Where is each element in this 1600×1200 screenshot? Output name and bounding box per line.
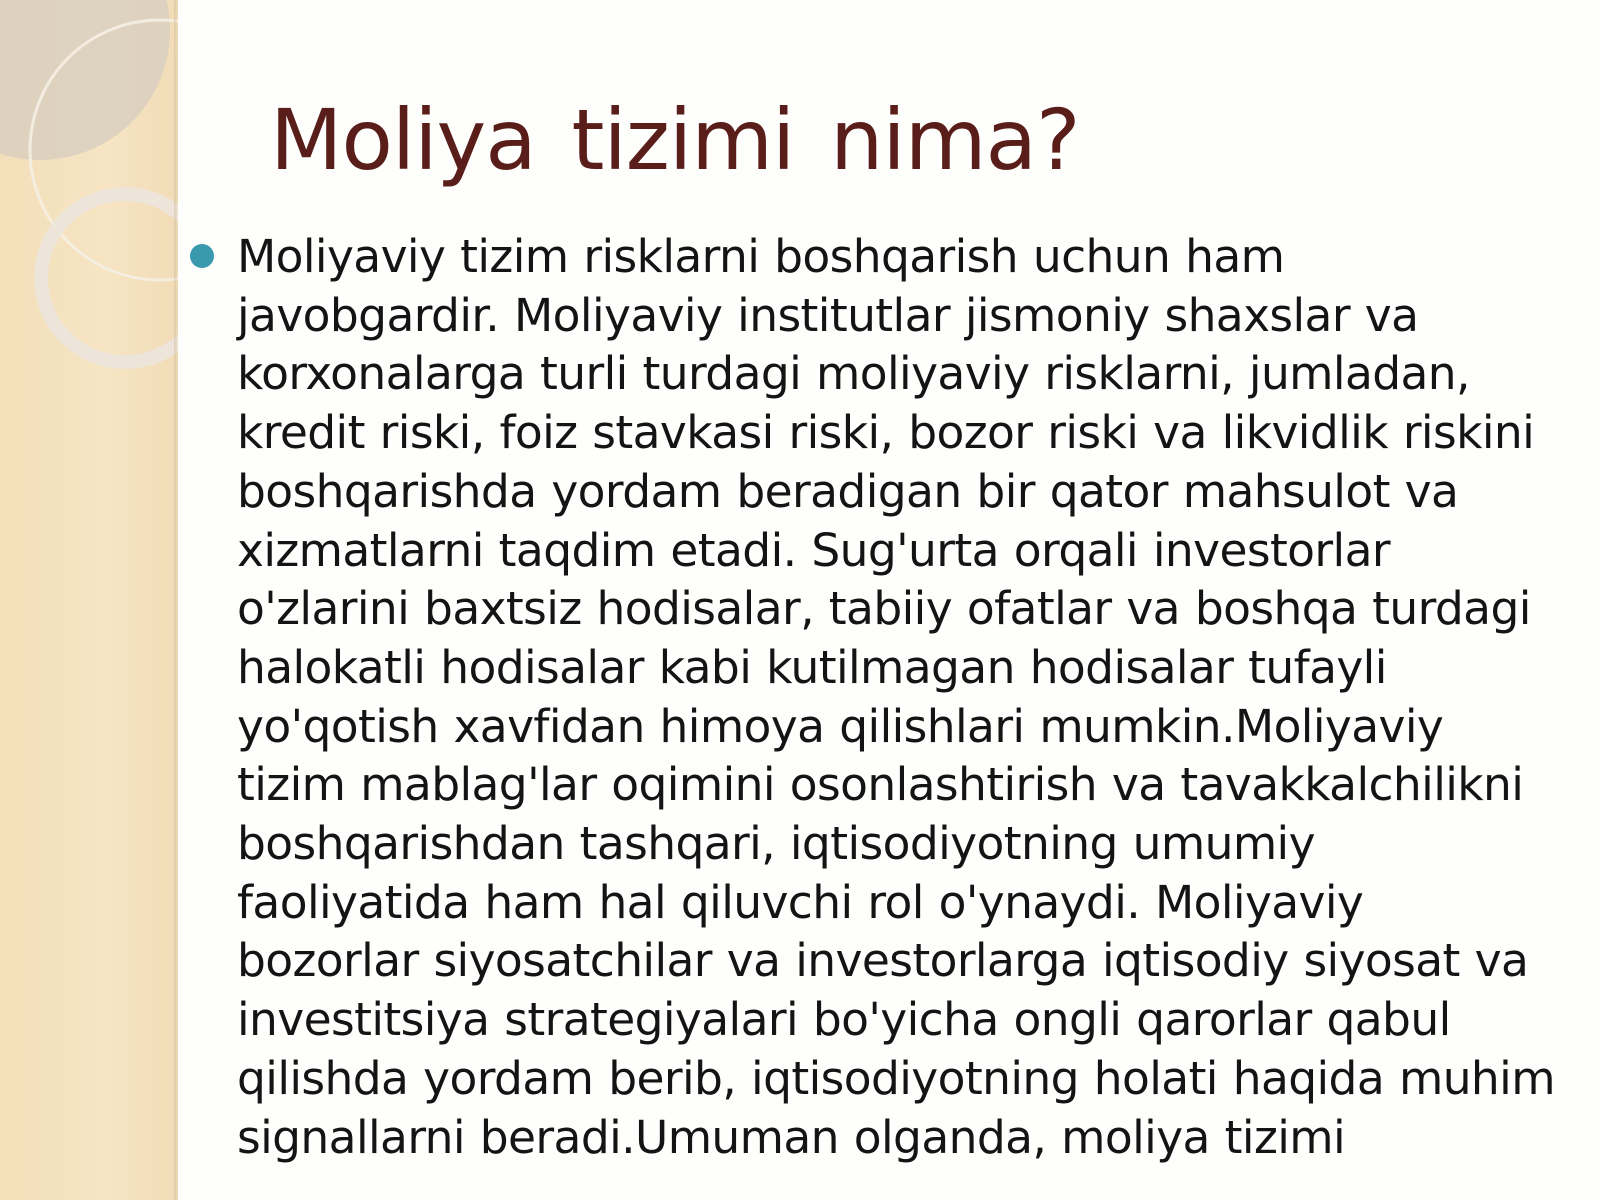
bullet-text: Moliyaviy tizim risklarni boshqarish uchun ham javobgardir. Moliyaviy institutlar jismoniy shaxslar va korxonalarga turli turdagi moliyaviy risklarni, jumladan, kredit riski, foiz stavkasi riski, bozor riski va likvidlik riskini boshqarishda yordam beradigan bir qator mahsulot va xizmatlarni taqdim etadi. Sug'urta orqali investorlar o'zlarini baxtsiz hodisalar, tabiiy ofatlar va boshqa turdagi halokatli hodisalar kabi kutilmagan hodisalar tufayli yo'qotish xavfidan himoya qilishlari mumkin.Moliyaviy tizim mablag'lar oqimini osonlashtirish va tavakkalchilikni boshqarishdan tashqari, iqtisodiyotning umumiy faoliyatida ham hal qiluvchi rol o'ynaydi. Moliyaviy bozorlar siyosatchilar va investorlarga iqtisodiy siyosat va investitsiya strategiyalari bo'yicha ongli qarorlar qabul qilishda yordam berib, iqtisodiyotning holati haqida muhim signallarni beradi.Umuman olganda, moliya tizimi [237,230,1555,1164]
decorative-side-panel [0,0,178,1200]
decorative-circles-graphic [0,0,178,420]
bullet-dot-icon [190,244,214,268]
slide-title: Moliya tizimi nima? [270,91,1080,189]
